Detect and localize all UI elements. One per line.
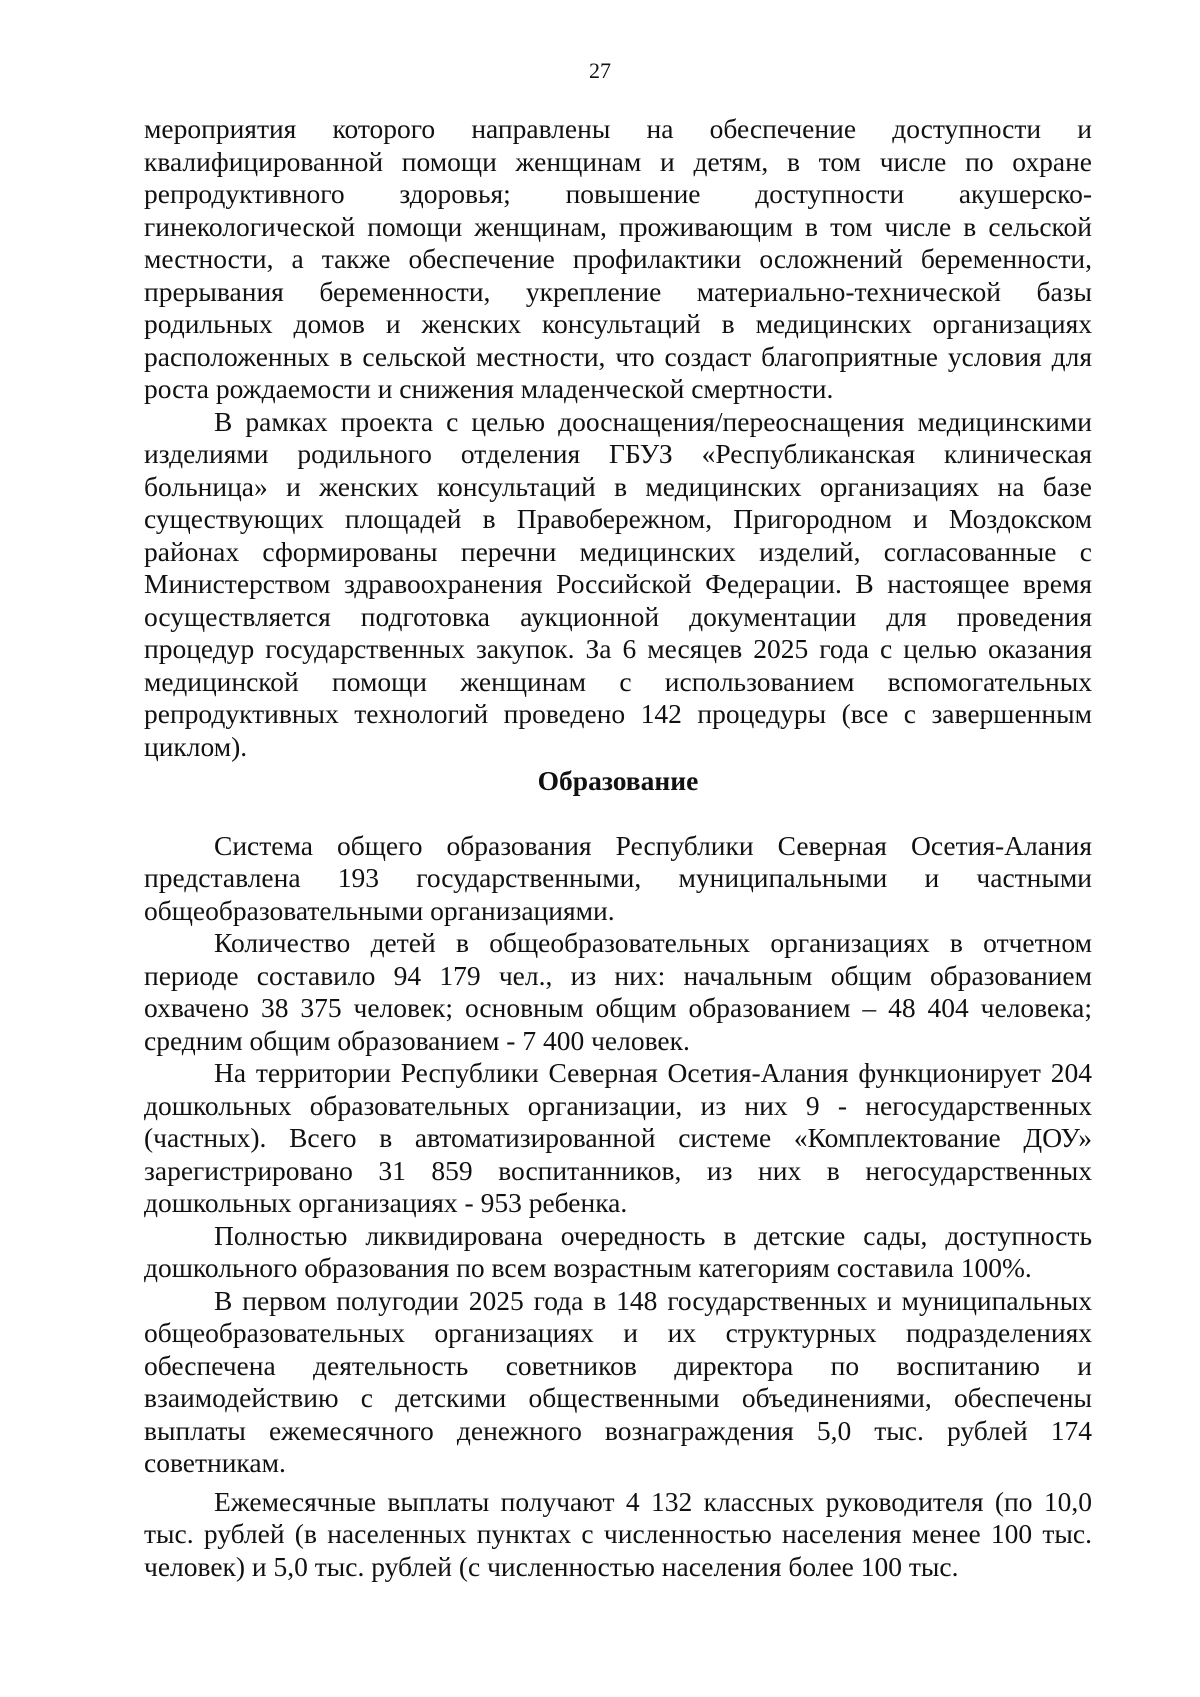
- paragraph-advisors: В первом полугодии 2025 года в 148 государственных и муниципальных общеобразовательных организациях и их структурных подразделениях обеспечена деятельность советников директора по воспитанию и взаимодействию с детскими общественными объединениями, обеспечены выплаты ежемесячного денежного вознаграждения 5,0 тыс. рублей 174 советникам.: [144, 1284, 1092, 1478]
- paragraph-preschool-organizations: На территории Республики Северная Осетия-Алания функционирует 204 дошкольных образовательных организации, из них 9 - негосударственных (частных). Всего в автоматизированной системе «Комплектование ДОУ» зарегистрировано 31 859 воспитанников, из них в негосударственных дошкольных организациях - 953 ребенка.: [144, 1057, 1092, 1218]
- paragraph-continuation: мероприятия которого направлены на обеспечение доступности и квалифицированной помощи женщинам и детям, в том числе по охране репродуктивного здоровья; повышение доступности акушерско-гинекологической помощи женщинам, проживающим в том числе в сельской местности, а также обеспечение профилактики осложнений беременности, прерывания беременности, укрепление материально-технической базы родильных домов и женских консультаций в медицинских организациях расположенных в сельской местности, что создаст благоприятные условия для роста рождаемости и снижения младенческой смертности.: [144, 113, 1092, 404]
- section-heading-education: Образование: [537, 765, 699, 796]
- paragraph-children-count: Количество детей в общеобразовательных организациях в отчетном периоде составило 94 179 чел., из них: начальным общим образованием охвачено 38 375 человек; основным общим образованием – 48 404 человека; средним общим образованием - 7 400 человек.: [144, 927, 1092, 1056]
- paragraph-project-equipment: В рамках проекта с целью дооснащения/переоснащения медицинскими изделиями родильного отделения ГБУЗ «Республиканская клиническая больница» и женских консультаций в медицинских организациях на базе существующих площадей в Правобережном, Пригородном и Моздокском районах сформированы перечни медицинских изделий, согласованные с Министерством здравоохранения Российской Федерации. В настоящее время осуществляется подготовка аукционной документации для проведения процедур государственных закупок. За 6 месяцев 2025 года с целью оказания медицинской помощи женщинам с использованием вспомогательных репродуктивных технологий проведено 142 процедуры (все с завершенным циклом).: [144, 405, 1092, 762]
- paragraph-class-teacher-payments: Ежемесячные выплаты получают 4 132 классных руководителя (по 10,0 тыс. рублей (в населенных пунктах с численностью населения менее 100 тыс. человек) и 5,0 тыс. рублей (с численностью населения более 100 тыс.: [144, 1485, 1092, 1582]
- paragraph-education-system: Система общего образования Республики Северная Осетия-Алания представлена 193 государственными, муниципальными и частными общеобразовательными организациями.: [144, 829, 1092, 926]
- page-body: [144, 113, 1092, 1583]
- paragraph-kindergarten-queue: Полностью ликвидирована очередность в детские сады, доступность дошкольного образования по всем возрастным категориям составила 100%.: [144, 1219, 1092, 1283]
- page-number: 27: [589, 58, 611, 83]
